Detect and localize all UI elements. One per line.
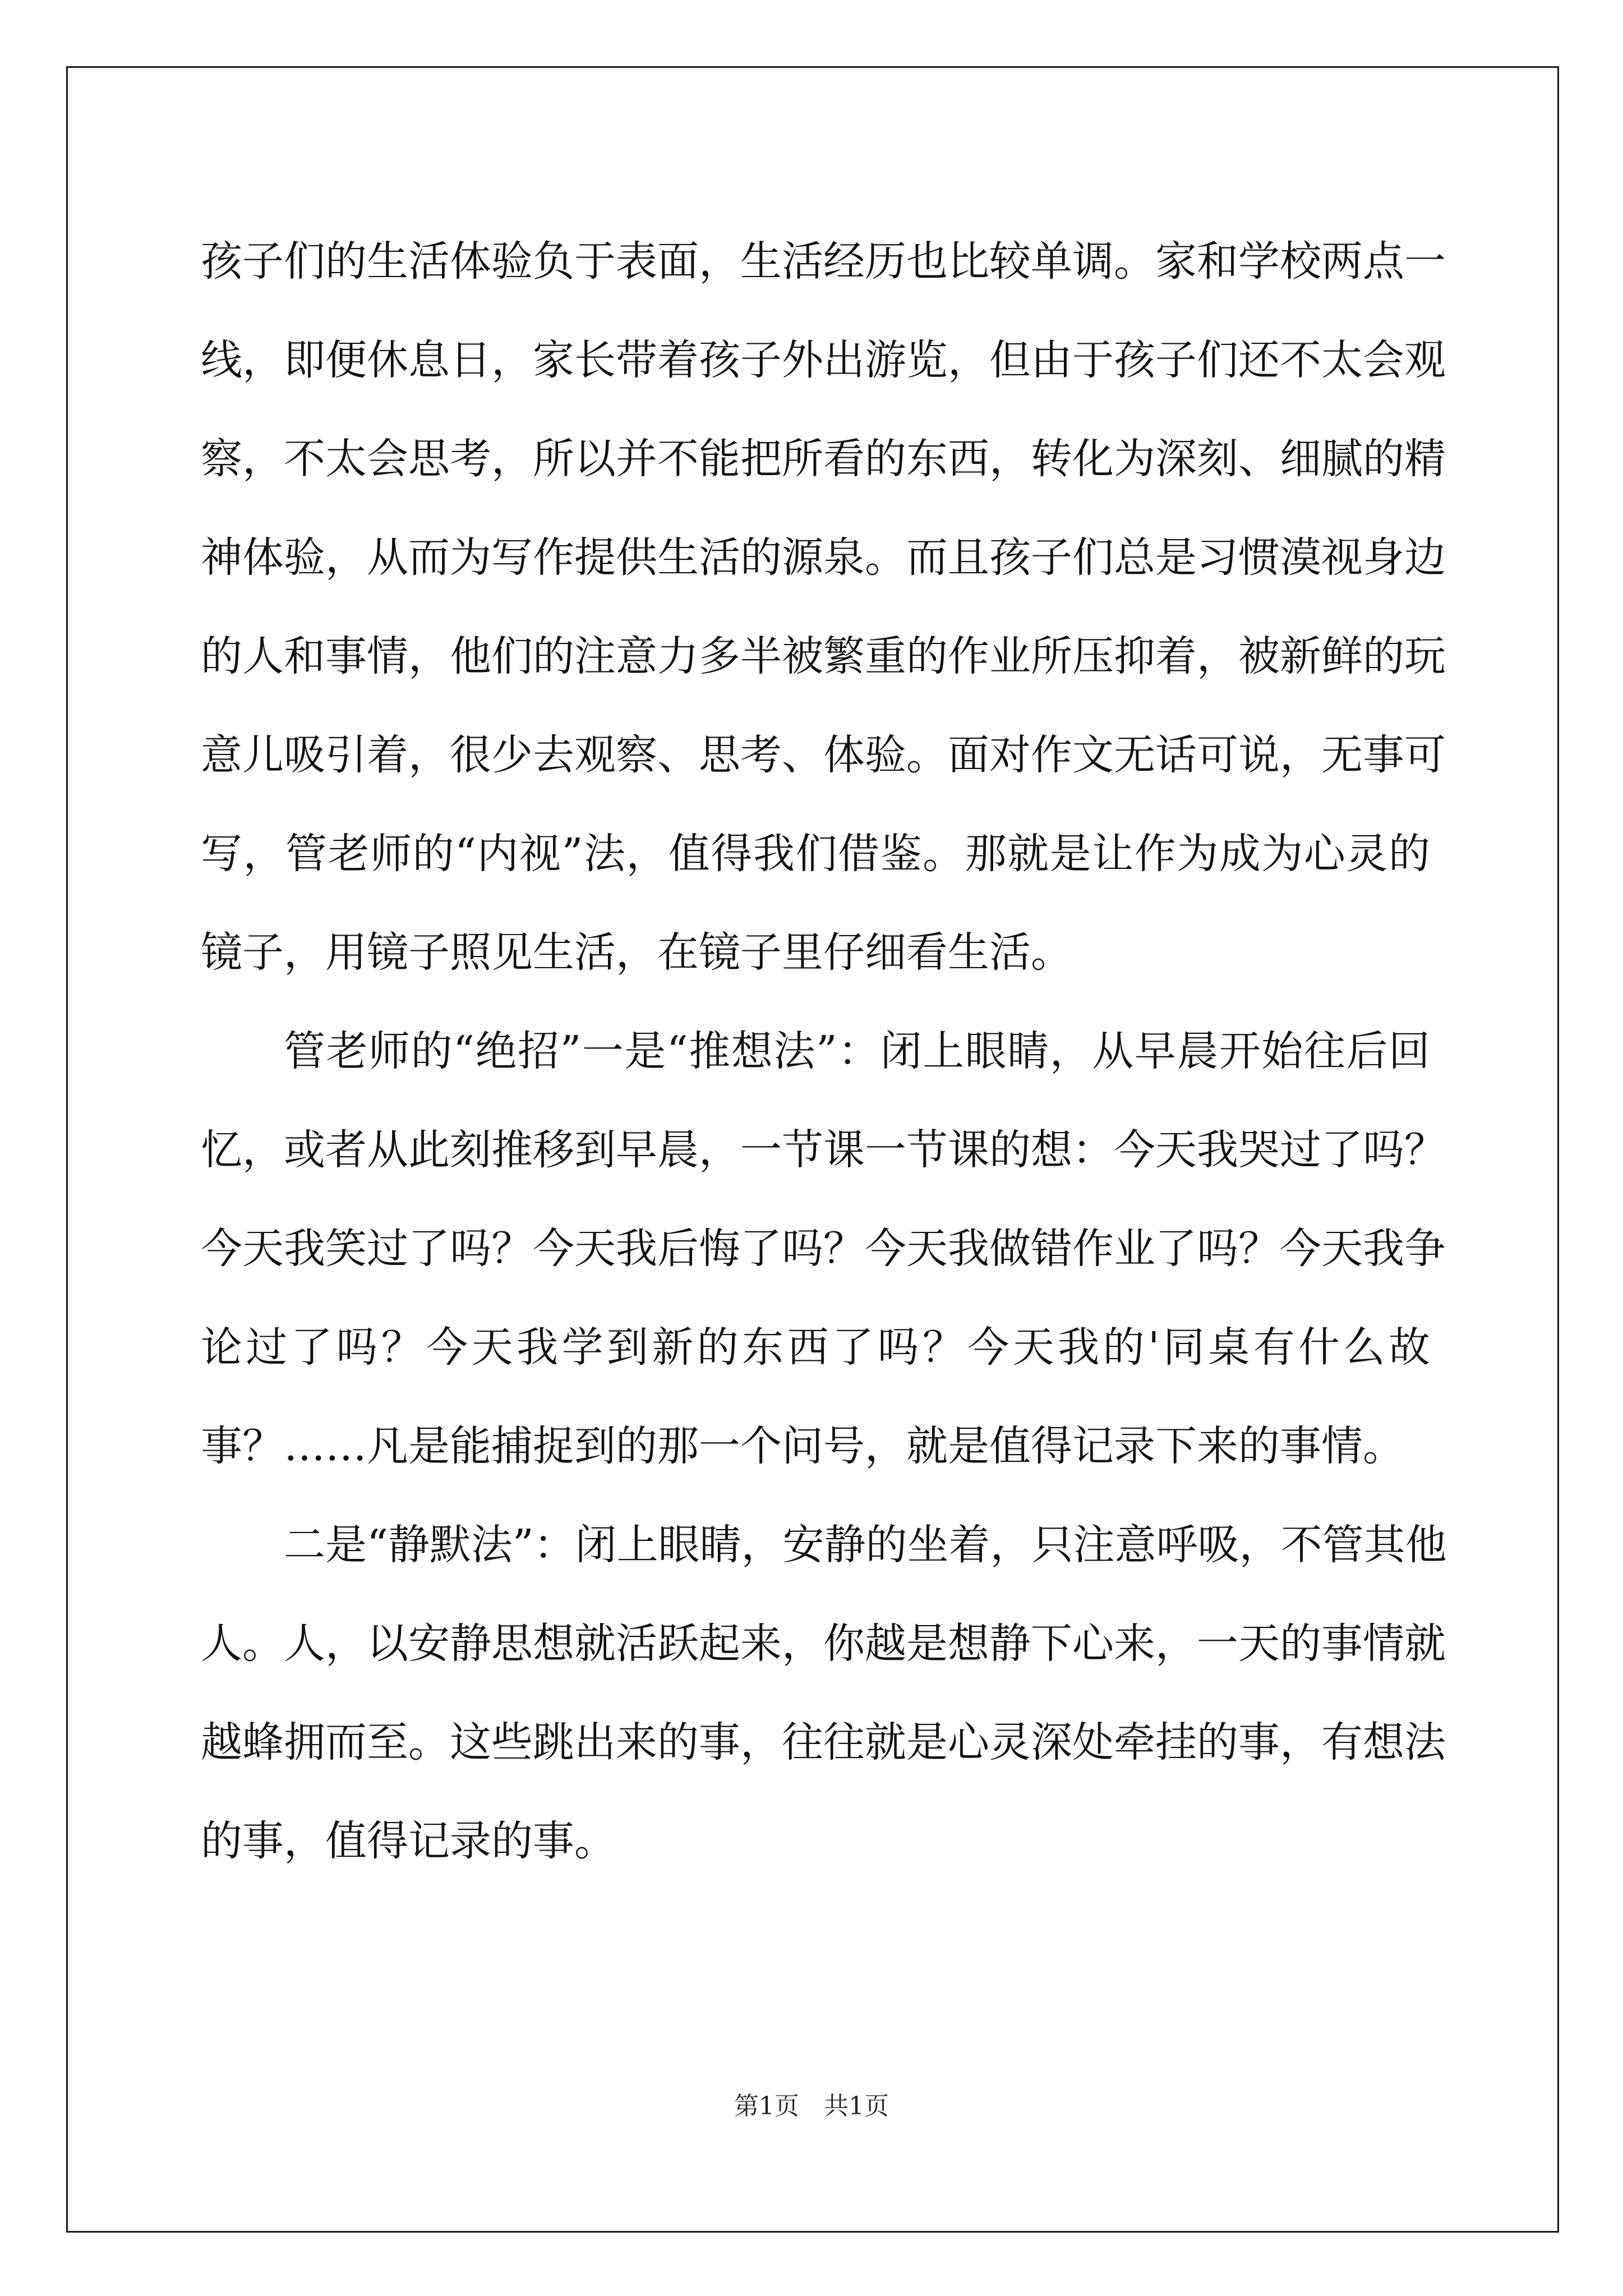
text-line: 的事，值得记录的事。 bbox=[201, 1817, 616, 1865]
paragraph-3 bbox=[201, 1496, 1447, 1890]
text-line: 忆，或者从此刻推移到早晨，一节课一节课的想：今天我哭过了吗？ bbox=[201, 1126, 1446, 1174]
text-line: 管老师的“绝招”一是“推想法”：闭上眼睛，从早晨开始往后回 bbox=[284, 1027, 1430, 1075]
text-line: 今天我笑过了吗？今天我后悔了吗？今天我做错作业了吗？今天我争 bbox=[201, 1225, 1446, 1273]
text-line: 人。人，以安静思想就活跃起来，你越是想静下心来，一天的事情就 bbox=[201, 1619, 1446, 1668]
text-line: 写，管老师的“内视”法，值得我们借鉴。那就是让作为成为心灵的 bbox=[201, 830, 1430, 878]
page-number-footer: 第1页 共1页 bbox=[734, 2092, 889, 2120]
text-line: 神体验，从而为写作提供生活的源泉。而且孩子们总是习惯漠视身边 bbox=[201, 533, 1446, 582]
text-line: 论过了吗？今天我学到新的东西了吗？今天我的'同桌有什么故 bbox=[201, 1323, 1430, 1372]
text-line: 越蜂拥而至。这些跳出来的事，往往就是心灵深处牵挂的事，有想法 bbox=[201, 1718, 1446, 1766]
text-line: 镜子，用镜子照见生活，在镜子里仔细看生活。 bbox=[201, 928, 1072, 977]
paragraph-2 bbox=[201, 1002, 1446, 1496]
text-line: 二是“静默法”：闭上眼睛，安静的坐着，只注意呼吸，不管其他 bbox=[284, 1521, 1447, 1569]
text-line: 孩子们的生活体验负于表面，生活经历也比较单调。家和学校两点一 bbox=[201, 237, 1446, 286]
text-line: 意儿吸引着，很少去观察、思考、体验。面对作文无话可说，无事可 bbox=[201, 731, 1446, 779]
text-line: 线，即便休息日，家长带着孩子外出游览，但由于孩子们还不太会观 bbox=[201, 336, 1446, 384]
document-body bbox=[201, 212, 1447, 1890]
text-line: 事？……凡是能捕捉到的那一个问号，就是值得记录下来的事情。 bbox=[201, 1422, 1404, 1470]
paragraph-1 bbox=[201, 212, 1446, 1002]
text-line: 察，不太会思考，所以并不能把所看的东西，转化为深刻、细腻的精 bbox=[201, 435, 1446, 483]
text-line: 的人和事情，他们的注意力多半被繁重的作业所压抑着，被新鲜的玩 bbox=[201, 632, 1446, 680]
